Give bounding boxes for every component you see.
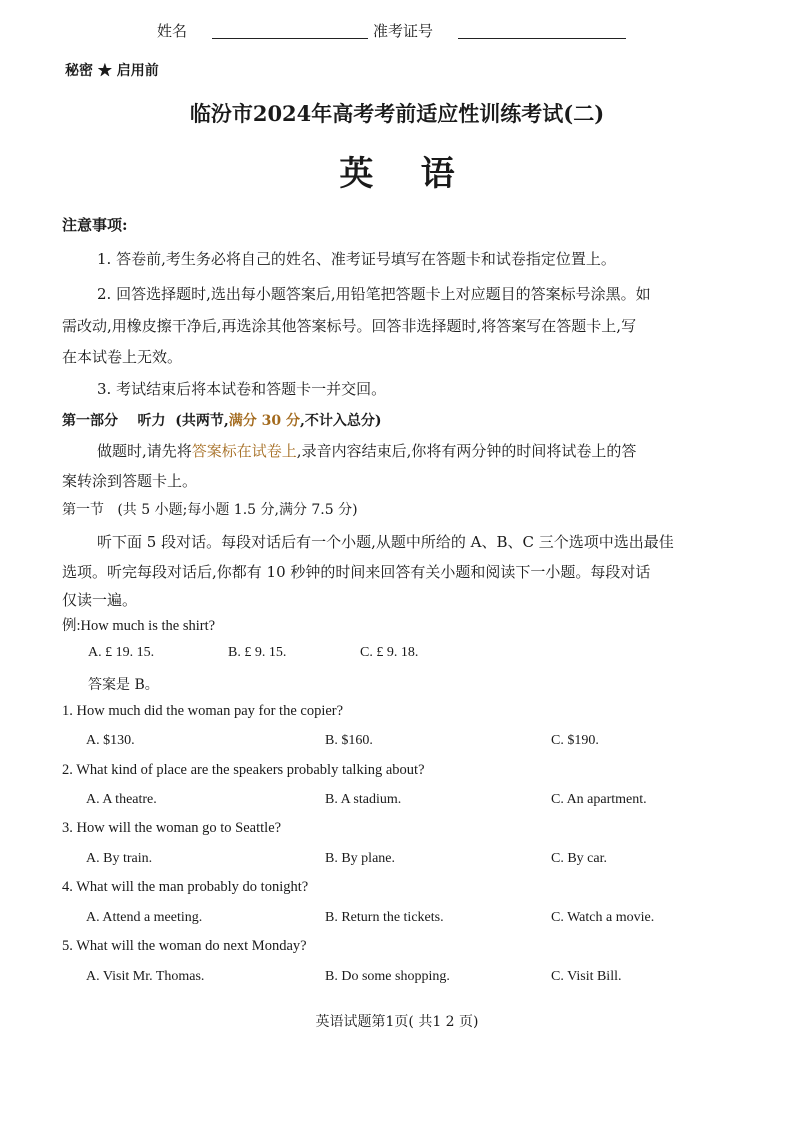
part1-instruction-line2: 案转涂到答题卡上。 (62, 472, 198, 490)
question-4-option-c: C. Watch a movie. (551, 910, 655, 925)
note-item-1: 1. 答卷前,考生务必将自己的姓名、准考证号填写在答题卡和试卷指定位置上。 (97, 250, 616, 268)
example-question: 例:How much is the shirt? (62, 618, 216, 634)
note-item-2-line2: 需改动,用橡皮擦干净后,再选涂其他答案标号。回答非选择题时,将答案写在答题卡上,写 (62, 317, 637, 335)
example-answer: 答案是 B。 (88, 677, 159, 693)
question-5-option-c: C. Visit Bill. (551, 969, 622, 984)
question-2-option-a: A. A theatre. (86, 792, 157, 807)
exam-title: 临汾市2024年高考考前适应性训练考试(二) (189, 101, 605, 126)
id-underline (458, 38, 626, 39)
question-3-option-b: B. By plane. (325, 851, 395, 866)
question-1-option-b: B. $160. (325, 733, 373, 748)
question-5-option-a: A. Visit Mr. Thomas. (86, 969, 205, 984)
question-3: 3. How will the woman go to Seattle? (62, 820, 282, 836)
question-1-option-a: A. $130. (86, 733, 135, 748)
part1-heading: 第一部分 听力 (共两节,满分 30 分,不计入总分) (62, 413, 382, 429)
name-label: 姓名 (157, 22, 188, 40)
name-underline (212, 38, 368, 39)
section1-instruction-line3: 仅读一遍。 (62, 591, 138, 609)
secret-label: 秘密 ★ 启用前 (65, 63, 159, 79)
question-5: 5. What will the woman do next Monday? (62, 938, 307, 954)
question-4: 4. What will the man probably do tonight? (62, 879, 309, 895)
part1-instruction-line1: 做题时,请先将答案标在试卷上,录音内容结束后,你将有两分钟的时间将试卷上的答 (97, 442, 637, 460)
question-4-option-b: B. Return the tickets. (325, 910, 444, 925)
notes-heading: 注意事项: (62, 216, 128, 234)
question-2-option-c: C. An apartment. (551, 792, 647, 807)
section1-heading: 第一节 (共 5 小题;每小题 1.5 分,满分 7.5 分) (62, 502, 358, 518)
question-2-option-b: B. A stadium. (325, 792, 402, 807)
question-3-option-a: A. By train. (86, 851, 153, 866)
id-label: 准考证号 (373, 22, 434, 40)
question-4-option-a: A. Attend a meeting. (86, 910, 203, 925)
section1-instruction-line1: 听下面 5 段对话。每段对话后有一个小题,从题中所给的 A、B、C 三个选项中选出最佳 (97, 533, 674, 551)
note-item-2-line3: 在本试卷上无效。 (62, 348, 183, 366)
note-item-2-line1: 2. 回答选择题时,选出每小题答案后,用铅笔把答题卡上对应题目的答案标号涂黑。如 (97, 285, 651, 303)
subject-title: 英 语 (339, 154, 455, 194)
example-option-c: C. £ 9. 18. (360, 645, 419, 660)
question-2: 2. What kind of place are the speakers probably talking about? (62, 762, 425, 778)
question-5-option-b: B. Do some shopping. (325, 969, 450, 984)
page-footer: 英语试题第1页( 共1 2 页) (315, 1014, 479, 1030)
question-1: 1. How much did the woman pay for the copier? (62, 703, 344, 719)
question-1-option-c: C. $190. (551, 733, 599, 748)
note-item-3: 3. 考试结束后将本试卷和答题卡一并交回。 (97, 380, 387, 398)
section1-instruction-line2: 选项。听完每段对话后,你都有 10 秒钟的时间来回答有关小题和阅读下一小题。每段对话 (62, 563, 651, 581)
question-3-option-c: C. By car. (551, 851, 607, 866)
example-option-b: B. £ 9. 15. (228, 645, 287, 660)
example-option-a: A. £ 19. 15. (88, 645, 155, 660)
